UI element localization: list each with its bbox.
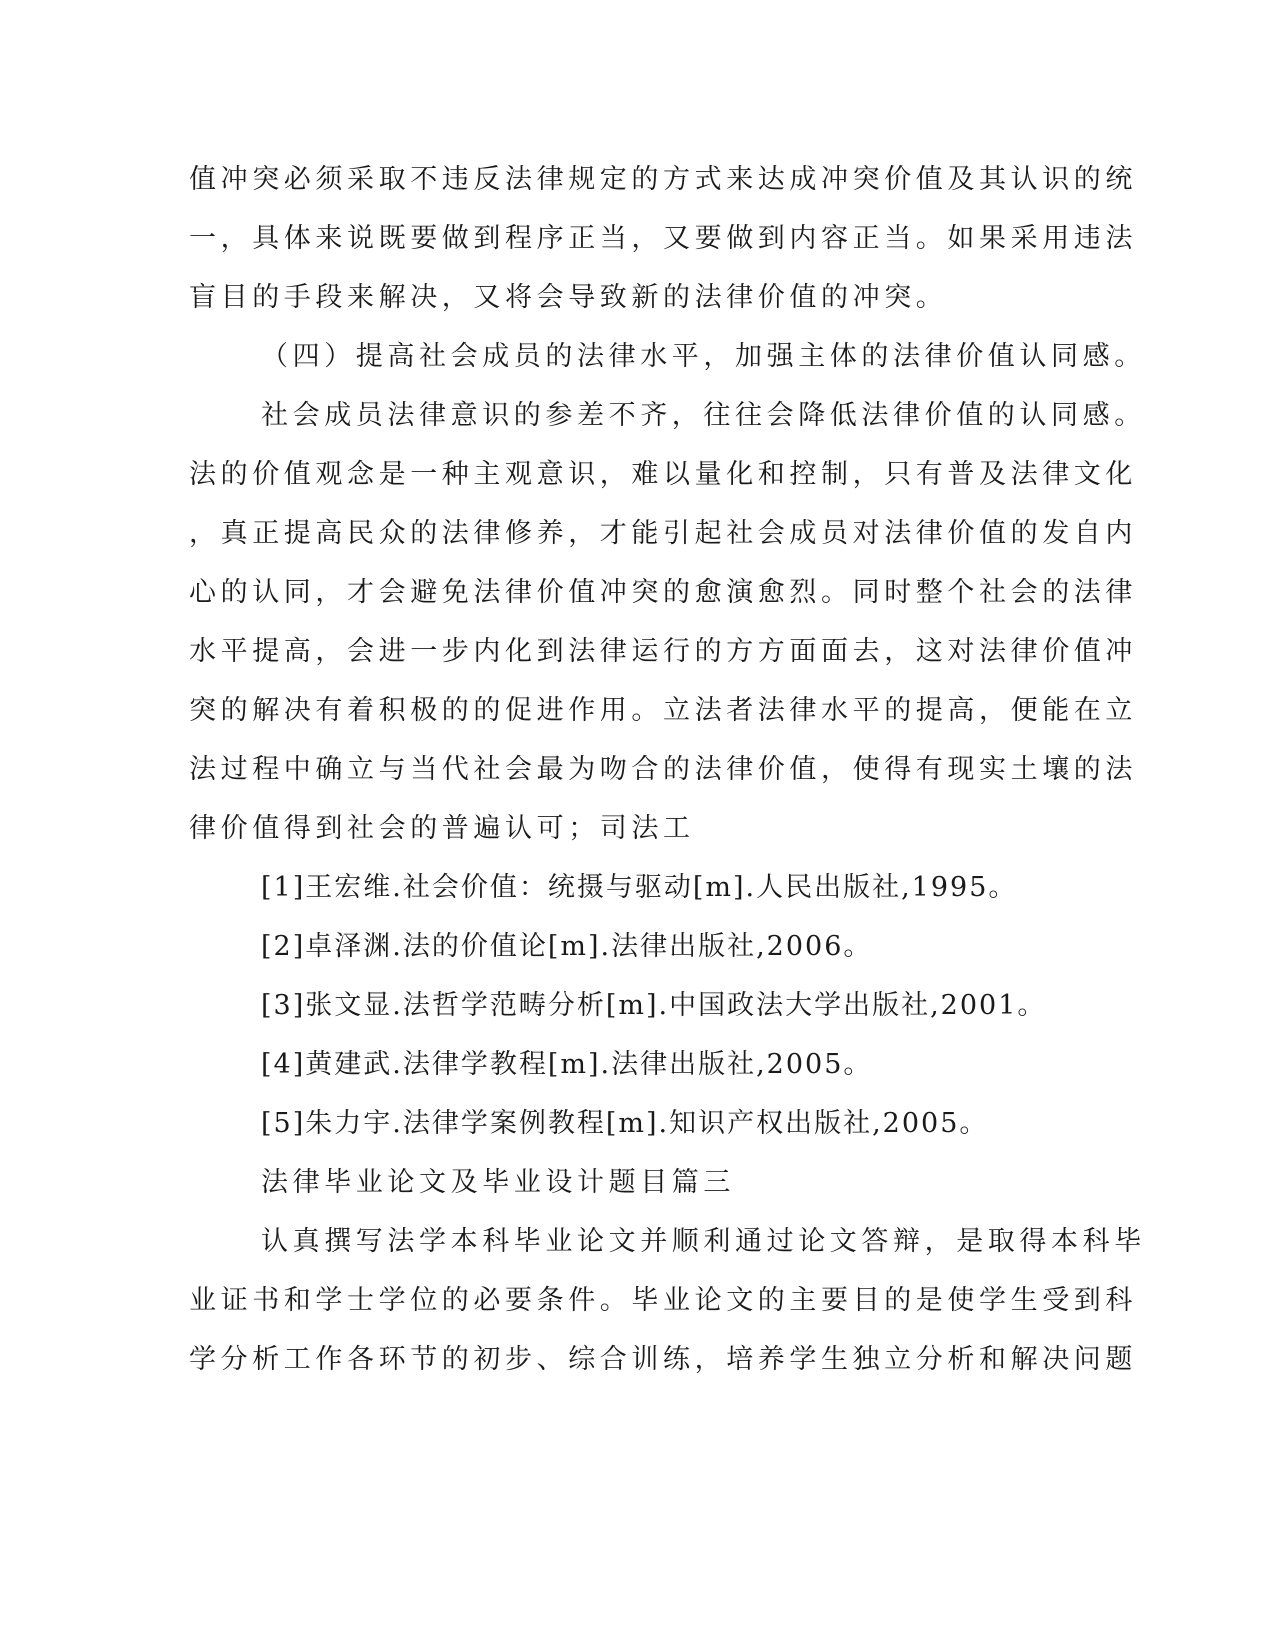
body-text-line: 值冲突必须采取不违反法律规定的方式来达成冲突价值及其认识的统 [189, 164, 1137, 195]
section-title: 法律毕业论文及毕业设计题目篇三 [261, 1167, 735, 1198]
body-text-line: 业证书和学士学位的必要条件。毕业论文的主要目的是使学生受到科 [189, 1285, 1137, 1316]
body-text-line: 学分析工作各环节的初步、综合训练，培养学生独立分析和解决问题 [189, 1344, 1137, 1375]
body-text-line: 水平提高，会进一步内化到法律运行的方方面面去，这对法律价值冲 [189, 636, 1137, 667]
reference-item: [2]卓泽渊.法的价值论[m].法律出版社,2006。 [261, 931, 873, 962]
body-text-line: 社会成员法律意识的参差不齐，往往会降低法律价值的认同感。 [261, 400, 1146, 431]
body-text-line: 律价值得到社会的普遍认可；司法工 [189, 813, 695, 844]
reference-item: [1]王宏维.社会价值：统摄与驱动[m].人民出版社,1995。 [261, 872, 1018, 903]
body-text-line: 一，具体来说既要做到程序正当，又要做到内容正当。如果采用违法 [189, 223, 1137, 254]
body-text-line: 突的解决有着积极的的促进作用。立法者法律水平的提高，便能在立 [189, 695, 1137, 726]
reference-item: [5]朱力宇.法律学案例教程[m].知识产权出版社,2005。 [261, 1108, 989, 1139]
body-text-line: 心的认同，才会避免法律价值冲突的愈演愈烈。同时整个社会的法律 [189, 577, 1137, 608]
body-text-line: 法的价值观念是一种主观意识，难以量化和控制，只有普及法律文化 [189, 459, 1137, 490]
reference-item: [4]黄建武.法律学教程[m].法律出版社,2005。 [261, 1049, 873, 1080]
body-text-line: 认真撰写法学本科毕业论文并顺利通过论文答辩，是取得本科毕 [261, 1226, 1146, 1257]
body-text-line: 法过程中确立与当代社会最为吻合的法律价值，使得有现实土壤的法 [189, 754, 1137, 785]
reference-item: [3]张文显.法哲学范畴分析[m].中国政法大学出版社,2001。 [261, 990, 1047, 1021]
body-text-line: 盲目的手段来解决，又将会导致新的法律价值的冲突。 [189, 282, 948, 313]
body-text-line: ，真正提高民众的法律修养，才能引起社会成员对法律价值的发自内 [189, 518, 1137, 549]
subheading: （四）提高社会成员的法律水平，加强主体的法律价值认同感。 [261, 341, 1146, 372]
